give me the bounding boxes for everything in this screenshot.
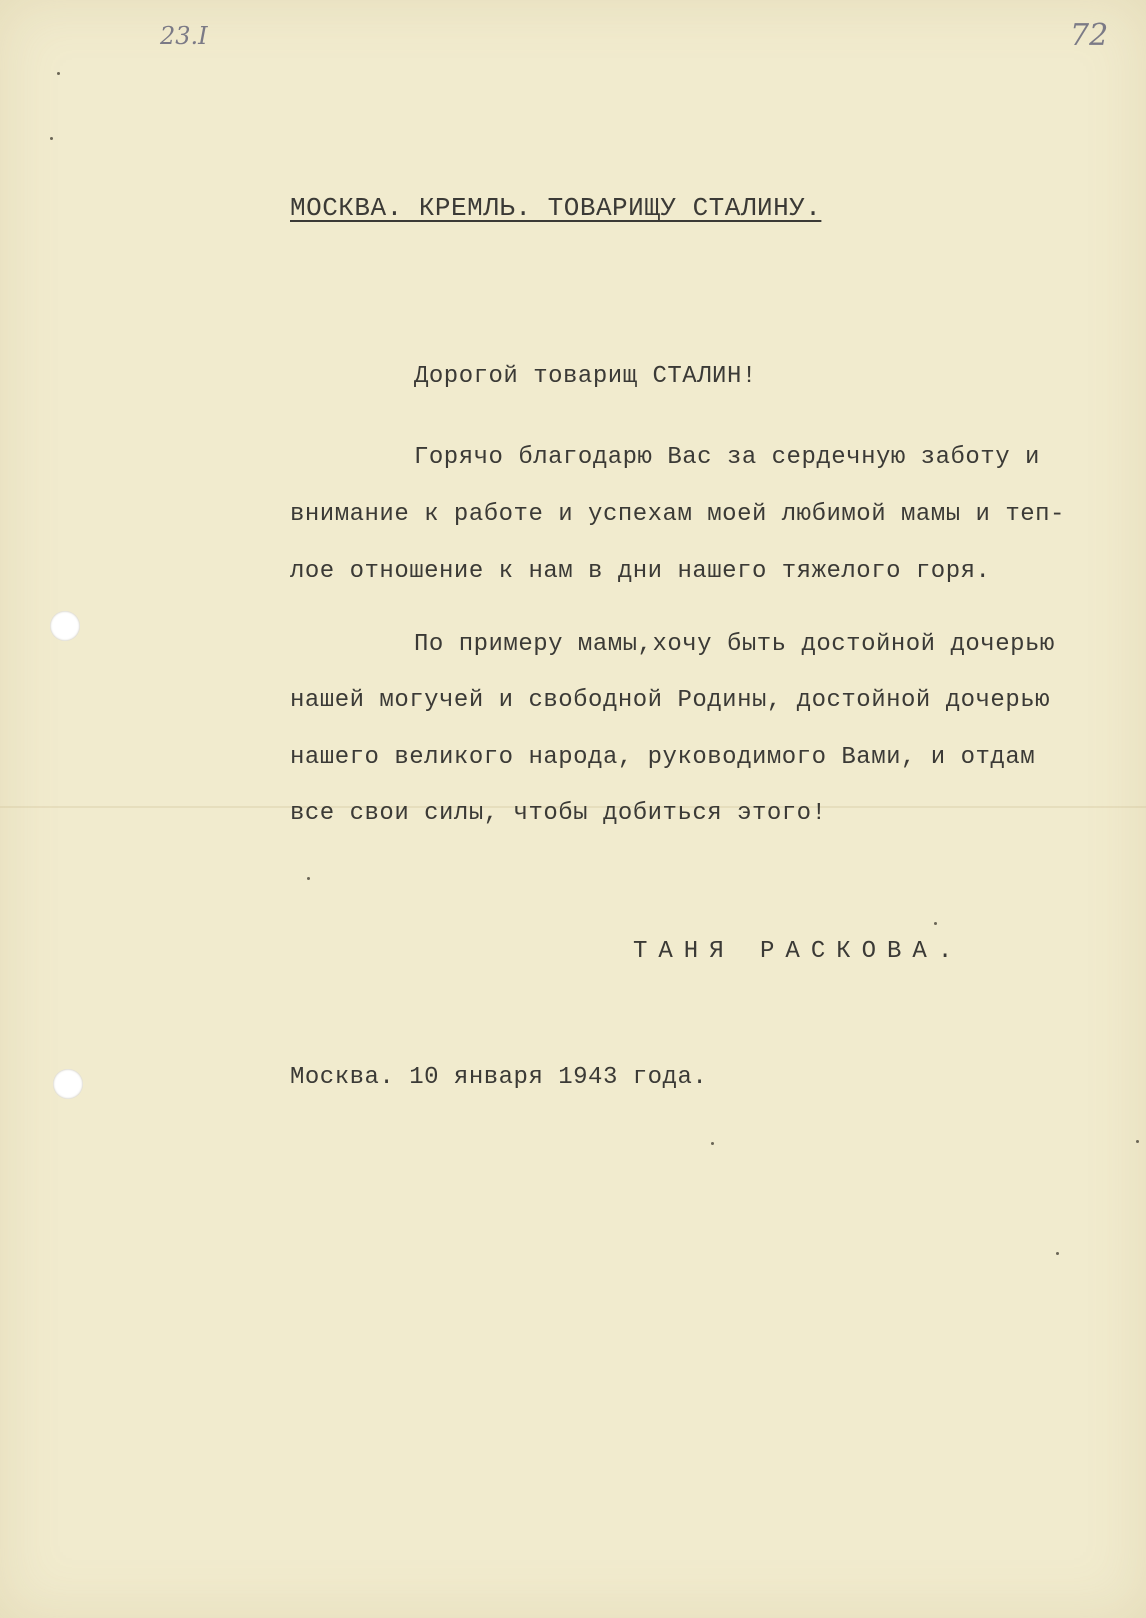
paragraph2-line: нашего великого народа, руководимого Вами, и отдам [290, 744, 1036, 771]
letter-signature: ТАНЯ РАСКОВА. [633, 938, 964, 965]
paper-speck [711, 1142, 714, 1145]
paper-speck [57, 72, 60, 75]
letter-place-date: Москва. 10 января 1943 года. [290, 1064, 708, 1091]
letter-salutation: Дорогой товарищ СТАЛИН! [414, 363, 757, 390]
paper-speck [1136, 1140, 1139, 1143]
letter-address: МОСКВА. КРЕМЛЬ. ТОВАРИЩУ СТАЛИНУ. [290, 193, 822, 223]
archive-page-number: 72 [1070, 18, 1109, 53]
paragraph1-line: внимание к работе и успехам моей любимой мамы и теп- [290, 501, 1065, 528]
paper-speck [307, 877, 310, 880]
paragraph1-line: Горячо благодарю Вас за сердечную заботу и [414, 444, 1040, 471]
paragraph1-line: лое отношение к нам в дни нашего тяжелого горя. [290, 558, 991, 585]
paper-speck [50, 137, 53, 140]
archive-date-note: 23.I [160, 22, 208, 50]
paragraph2-line: все свои силы, чтобы добиться этого! [290, 800, 827, 827]
punch-hole [50, 611, 80, 641]
paper-speck [934, 922, 937, 925]
paragraph2-line: По примеру мамы,хочу быть достойной дочерью [414, 631, 1055, 658]
paragraph2-line: нашей могучей и свободной Родины, достойной дочерью [290, 687, 1051, 714]
punch-hole [53, 1069, 83, 1099]
paper-speck [1056, 1252, 1059, 1255]
